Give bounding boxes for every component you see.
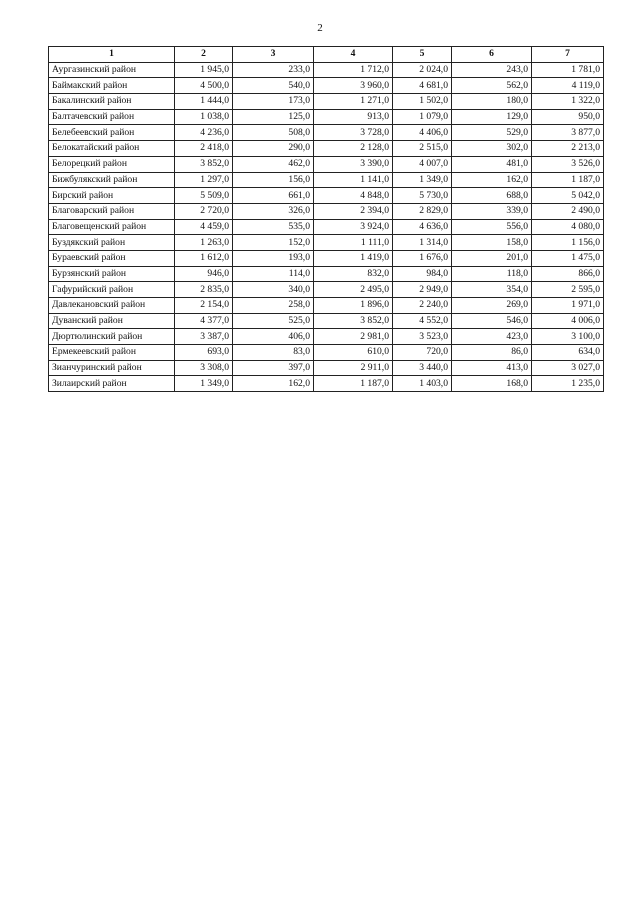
- value-cell: 4 848,0: [314, 188, 393, 204]
- value-cell: 2 154,0: [175, 298, 233, 314]
- value-cell: 1 235,0: [532, 376, 604, 392]
- value-cell: 529,0: [452, 125, 532, 141]
- value-cell: 2 911,0: [314, 360, 393, 376]
- table-row: [49, 266, 604, 282]
- value-cell: 1 896,0: [314, 298, 393, 314]
- value-cell: 688,0: [452, 188, 532, 204]
- value-cell: 2 240,0: [393, 298, 452, 314]
- value-cell: 1 038,0: [175, 109, 233, 125]
- district-name-cell: Дюртюлинский район: [49, 329, 175, 345]
- value-cell: 158,0: [452, 235, 532, 251]
- value-cell: 3 387,0: [175, 329, 233, 345]
- value-cell: 634,0: [532, 345, 604, 361]
- column-header: 5: [393, 47, 452, 63]
- table-row: [49, 78, 604, 94]
- value-cell: 1 322,0: [532, 94, 604, 110]
- table-row: [49, 62, 604, 78]
- value-cell: 913,0: [314, 109, 393, 125]
- value-cell: 290,0: [233, 141, 314, 157]
- table-row: [49, 109, 604, 125]
- table-row: [49, 156, 604, 172]
- value-cell: 1 349,0: [175, 376, 233, 392]
- district-name-cell: Бакалинский район: [49, 94, 175, 110]
- district-name-cell: Бижбулякский район: [49, 172, 175, 188]
- value-cell: 1 419,0: [314, 250, 393, 266]
- value-cell: 2 213,0: [532, 141, 604, 157]
- value-cell: 1 444,0: [175, 94, 233, 110]
- value-cell: 2 981,0: [314, 329, 393, 345]
- district-name-cell: Белорецкий район: [49, 156, 175, 172]
- value-cell: 83,0: [233, 345, 314, 361]
- column-header: 4: [314, 47, 393, 63]
- value-cell: 3 960,0: [314, 78, 393, 94]
- district-name-cell: Бирский район: [49, 188, 175, 204]
- value-cell: 2 515,0: [393, 141, 452, 157]
- table-row: [49, 125, 604, 141]
- value-cell: 4 119,0: [532, 78, 604, 94]
- value-cell: 562,0: [452, 78, 532, 94]
- value-cell: 3 440,0: [393, 360, 452, 376]
- value-cell: 1 271,0: [314, 94, 393, 110]
- value-cell: 1 111,0: [314, 235, 393, 251]
- value-cell: 2 495,0: [314, 282, 393, 298]
- value-cell: 1 263,0: [175, 235, 233, 251]
- value-cell: 946,0: [175, 266, 233, 282]
- value-cell: 156,0: [233, 172, 314, 188]
- value-cell: 2 128,0: [314, 141, 393, 157]
- district-name-cell: Аургазинский район: [49, 62, 175, 78]
- value-cell: 1 676,0: [393, 250, 452, 266]
- value-cell: 2 835,0: [175, 282, 233, 298]
- value-cell: 1 971,0: [532, 298, 604, 314]
- district-name-cell: Баймакский район: [49, 78, 175, 94]
- value-cell: 1 141,0: [314, 172, 393, 188]
- table-row: [49, 188, 604, 204]
- value-cell: 525,0: [233, 313, 314, 329]
- value-cell: 535,0: [233, 219, 314, 235]
- value-cell: 4 080,0: [532, 219, 604, 235]
- column-header: 2: [175, 47, 233, 63]
- value-cell: 556,0: [452, 219, 532, 235]
- value-cell: 269,0: [452, 298, 532, 314]
- district-name-cell: Буздякский район: [49, 235, 175, 251]
- value-cell: 866,0: [532, 266, 604, 282]
- value-cell: 339,0: [452, 203, 532, 219]
- value-cell: 168,0: [452, 376, 532, 392]
- value-cell: 193,0: [233, 250, 314, 266]
- value-cell: 406,0: [233, 329, 314, 345]
- value-cell: 1 945,0: [175, 62, 233, 78]
- value-cell: 86,0: [452, 345, 532, 361]
- value-cell: 661,0: [233, 188, 314, 204]
- value-cell: 162,0: [452, 172, 532, 188]
- value-cell: 2 949,0: [393, 282, 452, 298]
- column-header: 6: [452, 47, 532, 63]
- table-row: [49, 345, 604, 361]
- value-cell: 4 006,0: [532, 313, 604, 329]
- value-cell: 3 308,0: [175, 360, 233, 376]
- value-cell: 302,0: [452, 141, 532, 157]
- table-body: [49, 62, 604, 391]
- table-row: [49, 219, 604, 235]
- value-cell: 354,0: [452, 282, 532, 298]
- value-cell: 4 459,0: [175, 219, 233, 235]
- table-row: [49, 376, 604, 392]
- value-cell: 720,0: [393, 345, 452, 361]
- table-row: [49, 282, 604, 298]
- value-cell: 4 552,0: [393, 313, 452, 329]
- value-cell: 4 377,0: [175, 313, 233, 329]
- value-cell: 3 852,0: [175, 156, 233, 172]
- table-row: [49, 360, 604, 376]
- value-cell: 340,0: [233, 282, 314, 298]
- value-cell: 1 712,0: [314, 62, 393, 78]
- value-cell: 5 042,0: [532, 188, 604, 204]
- value-cell: 2 024,0: [393, 62, 452, 78]
- value-cell: 3 728,0: [314, 125, 393, 141]
- value-cell: 4 007,0: [393, 156, 452, 172]
- value-cell: 1 187,0: [314, 376, 393, 392]
- district-name-cell: Зилаирский район: [49, 376, 175, 392]
- value-cell: 546,0: [452, 313, 532, 329]
- value-cell: 2 829,0: [393, 203, 452, 219]
- district-name-cell: Давлекановский район: [49, 298, 175, 314]
- value-cell: 152,0: [233, 235, 314, 251]
- value-cell: 1 502,0: [393, 94, 452, 110]
- value-cell: 1 187,0: [532, 172, 604, 188]
- value-cell: 3 027,0: [532, 360, 604, 376]
- value-cell: 1 079,0: [393, 109, 452, 125]
- table-row: [49, 329, 604, 345]
- value-cell: 1 349,0: [393, 172, 452, 188]
- value-cell: 462,0: [233, 156, 314, 172]
- value-cell: 1 297,0: [175, 172, 233, 188]
- value-cell: 3 390,0: [314, 156, 393, 172]
- value-cell: 4 406,0: [393, 125, 452, 141]
- district-name-cell: Белебеевский район: [49, 125, 175, 141]
- header-row: [49, 47, 604, 63]
- value-cell: 4 500,0: [175, 78, 233, 94]
- district-name-cell: Дуванский район: [49, 313, 175, 329]
- table-row: [49, 203, 604, 219]
- value-cell: 1 314,0: [393, 235, 452, 251]
- table-row: [49, 172, 604, 188]
- value-cell: 4 636,0: [393, 219, 452, 235]
- district-name-cell: Благоварский район: [49, 203, 175, 219]
- value-cell: 4 236,0: [175, 125, 233, 141]
- value-cell: 118,0: [452, 266, 532, 282]
- value-cell: 3 877,0: [532, 125, 604, 141]
- value-cell: 2 595,0: [532, 282, 604, 298]
- column-header: 3: [233, 47, 314, 63]
- table-row: [49, 141, 604, 157]
- value-cell: 5 509,0: [175, 188, 233, 204]
- value-cell: 2 720,0: [175, 203, 233, 219]
- value-cell: 2 490,0: [532, 203, 604, 219]
- table-row: [49, 250, 604, 266]
- value-cell: 258,0: [233, 298, 314, 314]
- table-row: [49, 235, 604, 251]
- value-cell: 508,0: [233, 125, 314, 141]
- district-name-cell: Белокатайский район: [49, 141, 175, 157]
- column-header: 7: [532, 47, 604, 63]
- value-cell: 201,0: [452, 250, 532, 266]
- page-number: 2: [317, 22, 323, 34]
- value-cell: 125,0: [233, 109, 314, 125]
- value-cell: 1 781,0: [532, 62, 604, 78]
- district-name-cell: Гафурийский район: [49, 282, 175, 298]
- value-cell: 413,0: [452, 360, 532, 376]
- value-cell: 173,0: [233, 94, 314, 110]
- district-name-cell: Бураевский район: [49, 250, 175, 266]
- table-row: [49, 94, 604, 110]
- value-cell: 1 475,0: [532, 250, 604, 266]
- district-name-cell: Зианчуринский район: [49, 360, 175, 376]
- value-cell: 3 924,0: [314, 219, 393, 235]
- value-cell: 2 418,0: [175, 141, 233, 157]
- value-cell: 3 100,0: [532, 329, 604, 345]
- district-name-cell: Ермекеевский район: [49, 345, 175, 361]
- value-cell: 610,0: [314, 345, 393, 361]
- value-cell: 1 403,0: [393, 376, 452, 392]
- value-cell: 114,0: [233, 266, 314, 282]
- value-cell: 162,0: [233, 376, 314, 392]
- value-cell: 3 852,0: [314, 313, 393, 329]
- value-cell: 3 523,0: [393, 329, 452, 345]
- value-cell: 2 394,0: [314, 203, 393, 219]
- value-cell: 984,0: [393, 266, 452, 282]
- data-table: [48, 46, 604, 392]
- value-cell: 540,0: [233, 78, 314, 94]
- value-cell: 1 156,0: [532, 235, 604, 251]
- value-cell: 180,0: [452, 94, 532, 110]
- value-cell: 832,0: [314, 266, 393, 282]
- value-cell: 5 730,0: [393, 188, 452, 204]
- value-cell: 693,0: [175, 345, 233, 361]
- column-header: 1: [49, 47, 175, 63]
- district-name-cell: Благовещенский район: [49, 219, 175, 235]
- value-cell: 326,0: [233, 203, 314, 219]
- value-cell: 1 612,0: [175, 250, 233, 266]
- value-cell: 243,0: [452, 62, 532, 78]
- table-row: [49, 298, 604, 314]
- value-cell: 423,0: [452, 329, 532, 345]
- value-cell: 950,0: [532, 109, 604, 125]
- value-cell: 233,0: [233, 62, 314, 78]
- value-cell: 4 681,0: [393, 78, 452, 94]
- table-row: [49, 313, 604, 329]
- value-cell: 481,0: [452, 156, 532, 172]
- value-cell: 397,0: [233, 360, 314, 376]
- district-name-cell: Бурзянский район: [49, 266, 175, 282]
- value-cell: 3 526,0: [532, 156, 604, 172]
- district-name-cell: Балтачевский район: [49, 109, 175, 125]
- value-cell: 129,0: [452, 109, 532, 125]
